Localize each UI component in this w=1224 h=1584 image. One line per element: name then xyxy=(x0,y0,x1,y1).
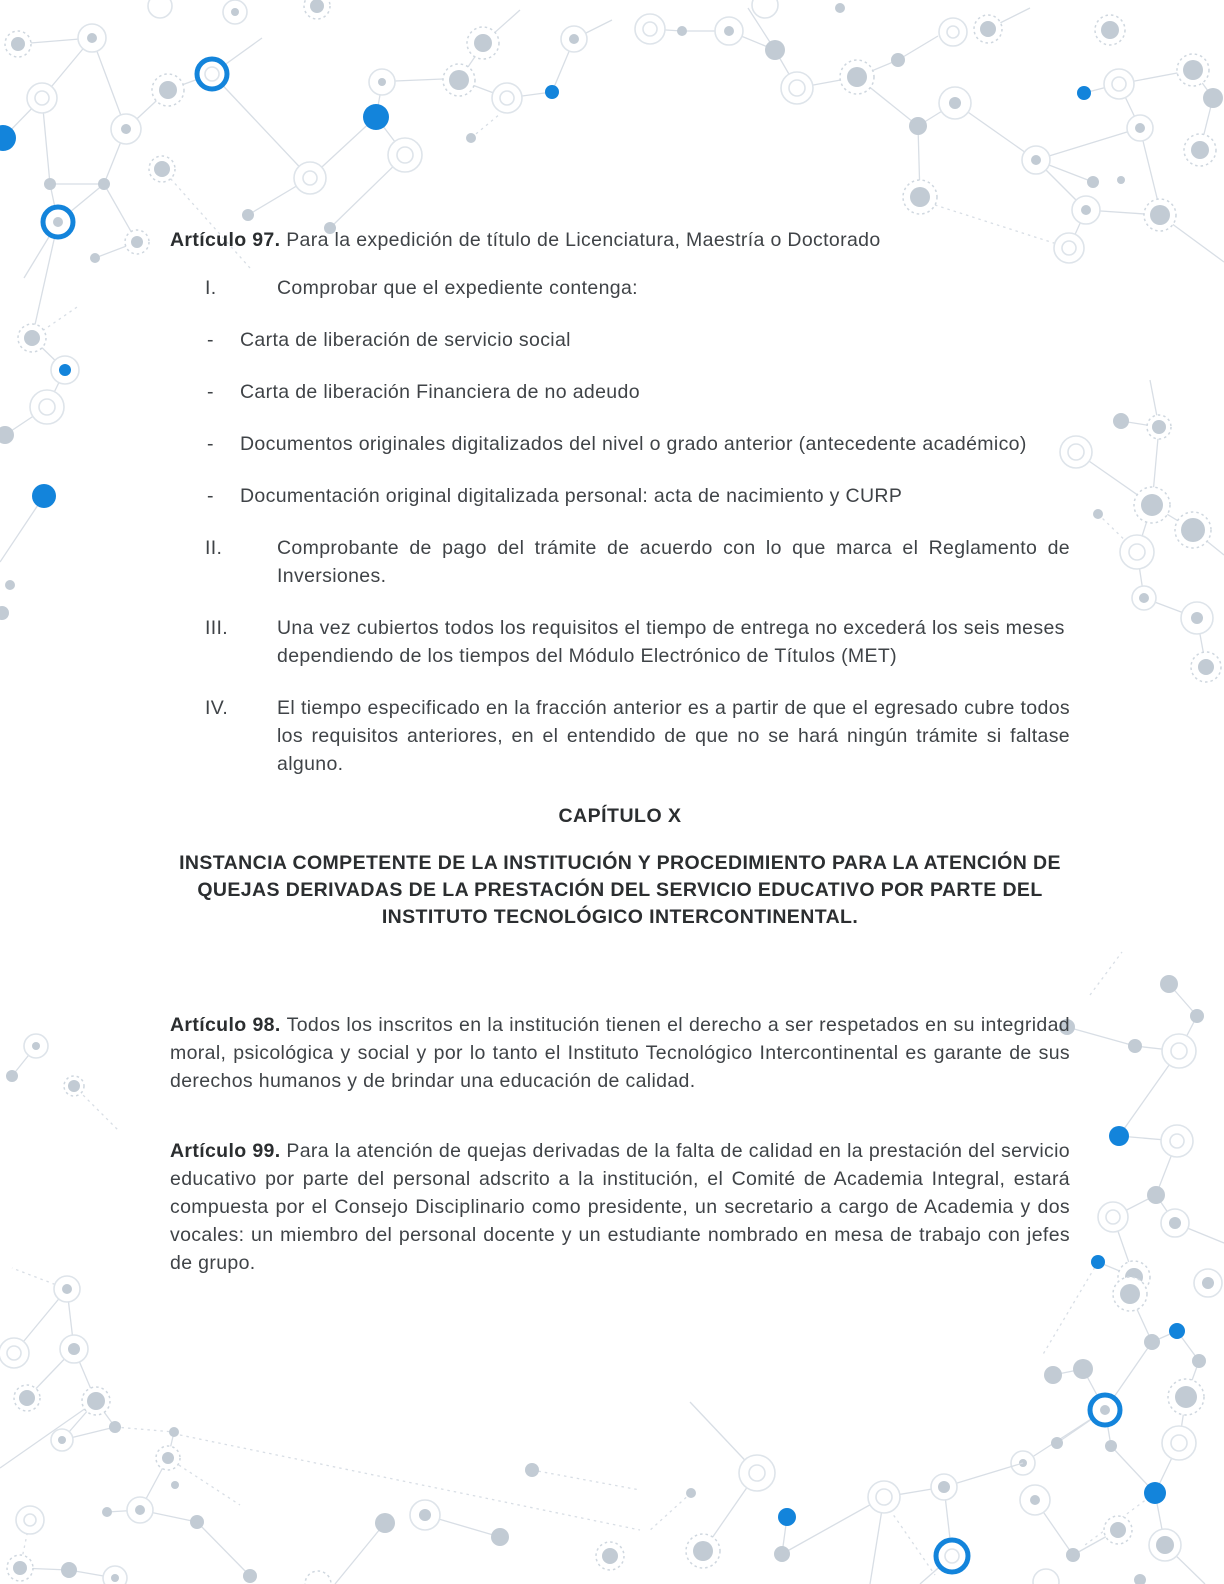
fraction-iv xyxy=(170,694,1070,778)
fraction-i xyxy=(170,274,1070,302)
chapter-title: CAPÍTULO X xyxy=(558,805,682,827)
page-content xyxy=(170,226,1070,1301)
fraction-iii xyxy=(170,614,1070,670)
article-98 xyxy=(170,1011,1070,1095)
bullet-text: Documentación original digitalizada personal: acta de nacimiento y CURP xyxy=(240,485,903,507)
fraction-ii xyxy=(170,534,1070,590)
fraction-ii-text: Comprobante de pago del trámite de acuerdo con lo que marca el Reglamento de Inversiones. xyxy=(277,537,1070,587)
fraction-iii-text: Una vez cubiertos todos los requisitos el tiempo de entrega no excederá los seis meses dependiendo de los tiempos del Módulo Electrónico de Títulos (MET) xyxy=(277,617,1065,667)
fraction-iv-text: El tiempo especificado en la fracción anterior es a partir de que el egresado cubre todos los requisitos anteriores, en el entendido de que no se hará ningún trámite si faltase alguno. xyxy=(277,697,1070,775)
fraction-i-numeral: I. xyxy=(205,277,217,299)
list-item xyxy=(170,430,1070,458)
bullet-dash: - xyxy=(207,485,214,507)
chapter-heading: INSTANCIA COMPETENTE DE LA INSTITUCIÓN Y PROCEDIMIENTO PARA LA ATENCIÓN DE QUEJAS DERIVADAS DE LA PRESTACIÓN DEL SERVICIO EDUCATIVO POR PARTE DEL INSTITUTO TECNOLÓGICO INTERCONTINENTAL. xyxy=(179,852,1061,928)
bullet-dash: - xyxy=(207,381,214,403)
bullet-text: Carta de liberación de servicio social xyxy=(240,329,571,351)
list-item xyxy=(170,378,1070,406)
article-99-text: Para la atención de quejas derivadas de la falta de calidad en la prestación del servicio educativo por parte del personal adscrito a la institución, el Comité de Academia Integral, estará compuesta por el Consejo Disciplinario como presidente, un secretario a cargo de Academia y dos vocales: un miembro del personal docente y un estudiante nombrado en mesa de trabajo con jefes de grupo. xyxy=(170,1140,1070,1274)
list-item xyxy=(170,482,1070,510)
article-99-label: Artículo 99. xyxy=(170,1140,281,1162)
article-98-text: Todos los inscritos en la institución tienen el derecho a ser respetados en su integridad moral, psicológica y social y por lo tanto el Instituto Tecnológico Intercontinental es garante de sus derechos humanos y de brindar una educación de calidad. xyxy=(170,1014,1070,1092)
bullet-text: Documentos originales digitalizados del nivel o grado anterior (antecedente académico) xyxy=(240,433,1027,455)
bullet-text: Carta de liberación Financiera de no adeudo xyxy=(240,381,640,403)
fraction-ii-numeral: II. xyxy=(205,537,223,559)
article-98-label: Artículo 98. xyxy=(170,1014,281,1036)
article-97-label: Artículo 97. xyxy=(170,229,281,251)
list-item xyxy=(170,326,1070,354)
fraction-i-text: Comprobar que el expediente contenga: xyxy=(277,277,638,299)
fraction-iii-numeral: III. xyxy=(205,617,229,639)
bullet-dash: - xyxy=(207,433,214,455)
article-99 xyxy=(170,1137,1070,1277)
article-97-text: Para la expedición de título de Licenciatura, Maestría o Doctorado xyxy=(286,229,881,251)
bullet-dash: - xyxy=(207,329,214,351)
article-97 xyxy=(170,226,1070,254)
fraction-iv-numeral: IV. xyxy=(205,697,229,719)
